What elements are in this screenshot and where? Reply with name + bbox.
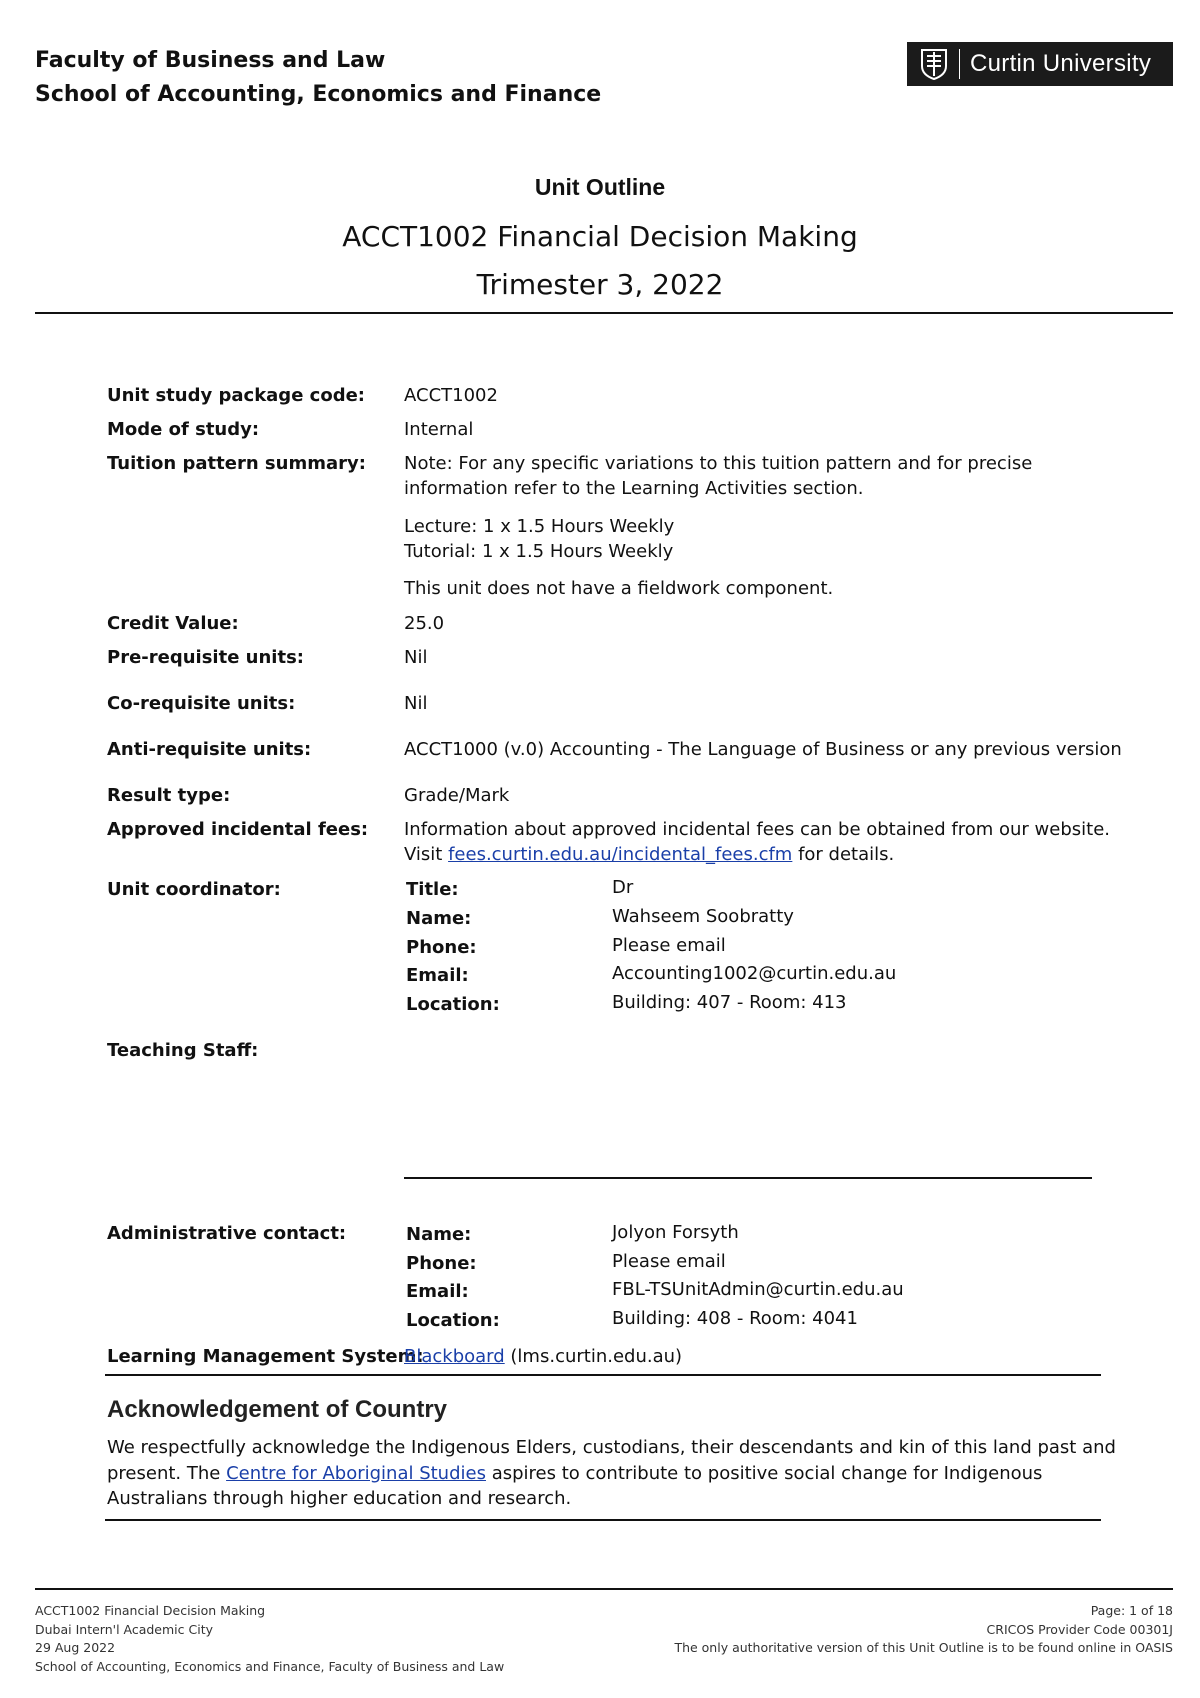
footer-left	[35, 1602, 504, 1676]
lecture-hours: Lecture: 1 x 1.5 Hours Weekly	[404, 516, 675, 537]
tuition-label: Tuition pattern summary:	[107, 453, 366, 474]
coordinator-phone-label: Phone:	[406, 937, 477, 958]
footer-right	[674, 1602, 1173, 1658]
curtin-logo	[907, 42, 1173, 86]
staff-divider	[404, 1177, 1092, 1179]
footer-date: 29 Aug 2022	[35, 1640, 116, 1655]
unit-outline-heading: Unit Outline	[534, 174, 666, 200]
acknowledgement-top-divider	[105, 1374, 1101, 1376]
ack-line-2-pre: present. The	[107, 1462, 227, 1484]
aboriginal-studies-link[interactable]: Centre for Aboriginal Studies	[226, 1462, 486, 1484]
unit-term: Trimester 3, 2022	[476, 268, 724, 301]
fees-label: Approved incidental fees:	[107, 819, 369, 840]
blackboard-link[interactable]: Blackboard	[404, 1346, 505, 1367]
title-divider	[35, 312, 1173, 314]
fees-visit-text: Visit	[404, 844, 449, 865]
admin-location-label: Location:	[406, 1310, 500, 1331]
footer-school: School of Accounting, Economics and Finance, Faculty of Business and Law	[35, 1658, 505, 1674]
footer-cricos: CRICOS Provider Code 00301J	[986, 1621, 1173, 1637]
coordinator-location-label: Location:	[406, 994, 500, 1015]
acknowledgement-bottom-divider	[105, 1519, 1101, 1521]
result-type-value: Grade/Mark	[404, 785, 510, 806]
acknowledgement-line-3: Australians through higher education and research.	[107, 1488, 572, 1509]
admin-phone: Please email	[612, 1251, 726, 1272]
coreq-label: Co-requisite units:	[107, 693, 296, 714]
coordinator-phone: Please email	[612, 935, 726, 956]
acknowledgement-heading: Acknowledgement of Country	[107, 1396, 448, 1423]
admin-location: Building: 408 - Room: 4041	[612, 1308, 858, 1329]
result-type-label: Result type:	[107, 785, 231, 806]
coordinator-name: Wahseem Soobratty	[612, 906, 794, 927]
admin-name: Jolyon Forsyth	[612, 1222, 739, 1243]
unit-title: ACCT1002 Financial Decision Making	[342, 220, 858, 253]
prereq-label: Pre-requisite units:	[107, 647, 304, 668]
fees-link[interactable]: fees.curtin.edu.au/incidental_fees.cfm	[448, 844, 793, 865]
lms-url-text: (lms.curtin.edu.au)	[504, 1346, 683, 1367]
credit-value: 25.0	[404, 613, 445, 634]
fieldwork-note: This unit does not have a fieldwork component.	[404, 578, 834, 599]
coordinator-title-label: Title:	[406, 879, 459, 900]
footer-authoritative-note: The only authoritative version of this Unit Outline is to be found online in OASIS	[674, 1640, 1173, 1655]
admin-label: Administrative contact:	[107, 1223, 347, 1244]
tuition-note	[404, 451, 1032, 501]
ack-line-2-post: aspires to contribute to positive social change for Indigenous	[485, 1462, 1043, 1484]
admin-email-label: Email:	[406, 1281, 469, 1302]
mode-value: Internal	[404, 419, 474, 440]
footer-page-number: Page: 1 of 18	[1090, 1603, 1173, 1618]
footer-divider	[35, 1588, 1173, 1590]
admin-email: FBL-TSUnitAdmin@curtin.edu.au	[612, 1279, 904, 1300]
footer-unit: ACCT1002 Financial Decision Making	[35, 1603, 266, 1618]
prereq-value: Nil	[404, 647, 428, 668]
logo-divider	[959, 49, 960, 79]
faculty-header	[35, 44, 601, 112]
coordinator-email: Accounting1002@curtin.edu.au	[612, 963, 897, 984]
acknowledgement-text	[107, 1435, 1116, 1512]
crest-icon	[917, 47, 951, 81]
acknowledgement-line-1: We respectfully acknowledge the Indigenous Elders, custodians, their descendants and kin of this land past and	[107, 1437, 1116, 1458]
fees-value	[404, 817, 1110, 867]
tutorial-hours: Tutorial: 1 x 1.5 Hours Weekly	[404, 541, 674, 562]
fees-after-text: for details.	[792, 844, 895, 865]
tuition-note-line-1: Note: For any specific variations to this tuition pattern and for precise	[404, 453, 1033, 474]
fees-visit-line	[404, 842, 1110, 867]
tuition-hours	[404, 514, 674, 564]
fees-info: Information about approved incidental fees can be obtained from our website.	[404, 819, 1110, 840]
lms-value	[404, 1344, 682, 1369]
package-code-label: Unit study package code:	[107, 385, 365, 406]
tuition-note-line-2: information refer to the Learning Activities section.	[404, 478, 864, 499]
package-code-value: ACCT1002	[404, 385, 498, 406]
coordinator-title: Dr	[612, 877, 634, 898]
acknowledgement-line-2	[107, 1461, 1097, 1487]
admin-name-label: Name:	[406, 1224, 472, 1245]
coordinator-email-label: Email:	[406, 965, 469, 986]
mode-label: Mode of study:	[107, 419, 260, 440]
credit-label: Credit Value:	[107, 613, 239, 634]
coordinator-name-label: Name:	[406, 908, 472, 929]
coordinator-label: Unit coordinator:	[107, 879, 281, 900]
coreq-value: Nil	[404, 693, 428, 714]
teaching-staff-label: Teaching Staff:	[107, 1040, 259, 1061]
school-name: School of Accounting, Economics and Finance	[35, 82, 602, 107]
antireq-label: Anti-requisite units:	[107, 739, 312, 760]
lms-label: Learning Management System:	[107, 1346, 424, 1367]
coordinator-location: Building: 407 - Room: 413	[612, 992, 847, 1013]
admin-phone-label: Phone:	[406, 1253, 477, 1274]
antireq-value: ACCT1000 (v.0) Accounting - The Language of Business or any previous version	[404, 739, 1122, 760]
footer-campus: Dubai Intern'l Academic City	[35, 1621, 213, 1637]
faculty-name: Faculty of Business and Law	[35, 48, 386, 73]
logo-text: Curtin University	[970, 50, 1152, 77]
